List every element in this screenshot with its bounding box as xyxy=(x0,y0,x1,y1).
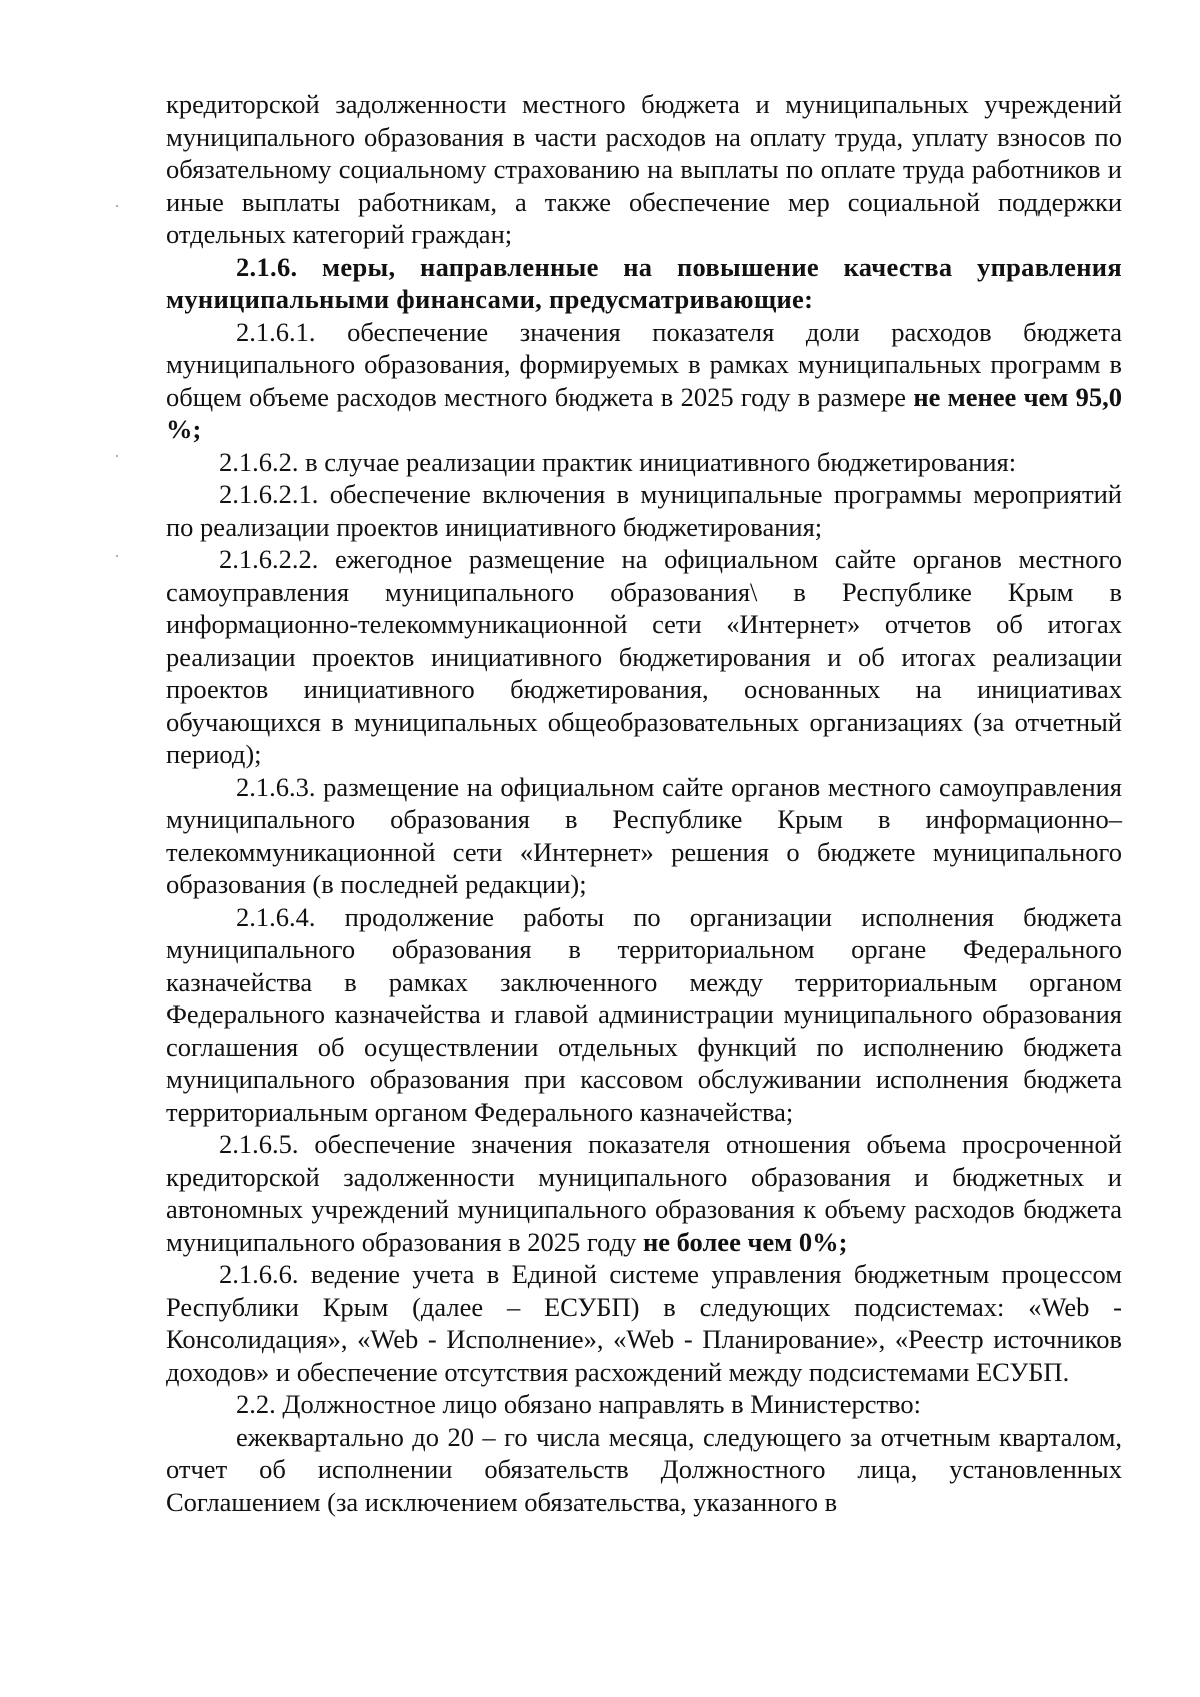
paragraph-2-1-6-2-2: 2.1.6.2.2. ежегодное размещение на официальном сайте органов местного самоуправления муниципального образования\ в Республике Крым в информационно-телекоммуникационной сети «Интернет» отчетов об итогах реализации проектов инициативного бюджетирования и об итогах реализации проектов инициативного бюджетирования, основанных на инициативах обучающихся в муниципальных общеобразовательных организациях (за отчетный период); xyxy=(166,544,1122,769)
paragraph-2-1-6-2: 2.1.6.2. в случае реализации практик инициативного бюджетирования: xyxy=(219,446,1017,477)
scan-artifact xyxy=(116,555,118,557)
paragraph-2-1-6-1-text: 2.1.6.1. обеспечение значения показателя доли расходов бюджета муниципального образования, формируемых в рамках муниципальных программ в общем объеме расходов местного бюджета в 2025 году в размере xyxy=(166,316,1122,412)
paragraph-2-1-6-5 xyxy=(166,1128,1122,1258)
scan-artifact xyxy=(116,205,118,207)
paragraph-2-1-6-5-bold: не более чем 0%; xyxy=(642,1226,848,1257)
paragraph-2-1-6-2-1: 2.1.6.2.1. обеспечение включения в муниципальные программы мероприятий по реализации проектов инициативного бюджетирования; xyxy=(166,479,1122,542)
scan-artifact xyxy=(116,455,118,457)
paragraph-2-1-6-3: 2.1.6.3. размещение на официальном сайте органов местного самоуправления муниципального образования в Республике Крым в информационно–телекоммуникационной сети «Интернет» решения о бюджете муниципального образования (в последней редакции); xyxy=(166,771,1122,899)
paragraph-quarterly-report: ежеквартально до 20 – го числа месяца, следующего за отчетным кварталом, отчет об исполнении обязательств Должностного лица, установленных Соглашением (за исключением обязательства, указанного в xyxy=(166,1421,1122,1517)
paragraph-2-1-6-4: 2.1.6.4. продолжение работы по организации исполнения бюджета муниципального образования в территориальном органе Федерального казначейства в рамках заключенного между территориальным органом Федерального казначейства и главой администрации муниципального образования соглашения об осуществлении отдельных функций по исполнению бюджета муниципального образования при кассовом обслуживании исполнения бюджета территориальным органом Федерального казначейства; xyxy=(166,901,1122,1127)
paragraph-2-1-6-5-text: 2.1.6.5. обеспечение значения показателя отношения объема просроченной кредиторской задолженности муниципального образования и бюджетных и автономных учреждений муниципального образования к объему расходов бюджета муниципального образования в 2025 году xyxy=(166,1129,1122,1257)
paragraph-2-2: 2.2. Должностное лицо обязано направлять в Министерство: xyxy=(236,1389,922,1419)
paragraph-2-1-6-6: 2.1.6.6. ведение учета в Единой системе управления бюджетным процессом Республики Крым (далее – ЕСУБП) в следующих подсистемах: «Web - Консолидация», «Web - Исполнение», «Web - Планирование», «Реестр источников доходов» и обеспечение отсутствия расхождений между подсистемами ЕСУБП. xyxy=(166,1259,1122,1387)
paragraph-2-1-6-1-bold: не менее чем 95,0 %; xyxy=(166,381,1122,444)
paragraph-2-1-6-1 xyxy=(166,316,1122,446)
paragraph-continuation: кредиторской задолженности местного бюджета и муниципальных учреждений муниципального образования в части расходов на оплату труда, уплату взносов по обязательному социальному страхованию на выплаты по оплате труда работников и иные выплаты работникам, а также обеспечение мер социальной поддержки отдельных категорий граждан; xyxy=(166,89,1122,249)
document-body xyxy=(166,88,1122,1518)
heading-2-1-6: 2.1.6. меры, направленные на повышение качества управления муниципальными финансами, предусматривающие: xyxy=(166,251,1122,314)
